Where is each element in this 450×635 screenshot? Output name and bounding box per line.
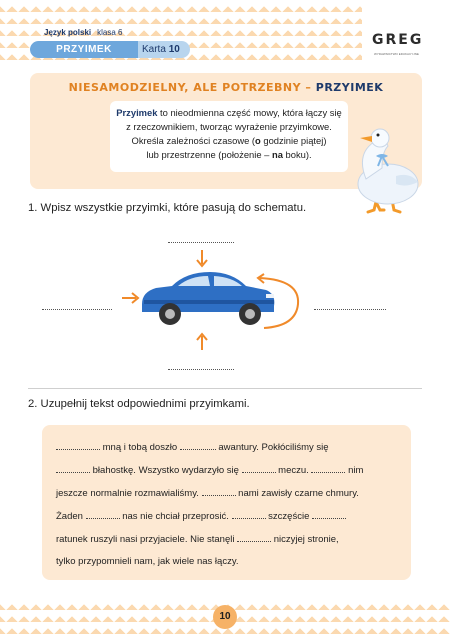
fill-in-text-box xyxy=(42,425,411,580)
text-l3b: nami zawisły czarne chmury. xyxy=(238,488,359,499)
text-l6: tylko przypomnieli nam, jak wiele nas łączy. xyxy=(56,556,239,567)
answer-line-left[interactable] xyxy=(42,309,112,310)
exercise-line-6 xyxy=(56,556,239,567)
exercise-line-1 xyxy=(56,441,329,453)
arrow-up-icon xyxy=(197,334,207,350)
section-divider xyxy=(28,388,422,389)
blank-3[interactable] xyxy=(56,464,90,473)
arrow-down-icon xyxy=(197,250,207,266)
grade-label: klasa 6 xyxy=(97,28,123,37)
title-main: NIESAMODZIELNY, ALE POTRZEBNY – xyxy=(68,81,312,94)
definition-card xyxy=(110,101,348,172)
topic-label: PRZYIMEK xyxy=(30,41,138,58)
car-illustration xyxy=(142,272,274,325)
car-schema xyxy=(110,248,310,358)
text-l4c: szczęście xyxy=(268,511,310,522)
text-l4b: nas nie chciał przeprosić. xyxy=(122,511,229,522)
blank-4[interactable] xyxy=(242,464,276,473)
text-l2c: nim xyxy=(348,465,364,476)
task-1-instruction: 1. Wpisz wszystkie przyimki, które pasują do schematu. xyxy=(28,202,307,214)
text-l3a: jeszcze normalnie rozmawialiśmy. xyxy=(56,488,199,499)
topic-pill xyxy=(30,41,190,58)
page-number: 10 xyxy=(213,605,237,629)
definition-line-1: to nieodmienna część mowy, która łączy się xyxy=(160,107,342,118)
exercise-line-5 xyxy=(56,533,339,545)
card-number: 10 xyxy=(168,44,180,55)
title-accent: PRZYIMEK xyxy=(315,81,384,94)
text-l4a: Żaden xyxy=(56,511,83,522)
text-l1b: awantury. Pokłóciliśmy się xyxy=(218,442,329,453)
definition-line-4c: boku). xyxy=(285,149,312,160)
exercise-line-2 xyxy=(56,464,363,476)
blank-6[interactable] xyxy=(202,487,236,496)
blank-1[interactable] xyxy=(56,441,100,450)
definition-title xyxy=(30,81,422,94)
answer-line-below[interactable] xyxy=(168,369,234,370)
definition-term: Przyimek xyxy=(116,107,158,118)
brand-name: GREG xyxy=(372,32,424,48)
card-tag xyxy=(142,41,180,58)
goose-illustration xyxy=(336,124,426,214)
text-l5a: ratunek ruszyli nasi przyjaciele. Nie stanęli xyxy=(56,534,235,545)
definition-line-3c: godzinie piątej) xyxy=(263,135,327,146)
subject-label xyxy=(44,28,123,37)
card-label: Karta xyxy=(142,44,166,55)
task-2-instruction: 2. Uzupełnij tekst odpowiednimi przyimkami. xyxy=(28,398,250,410)
publisher-logo xyxy=(362,0,450,62)
answer-line-above[interactable] xyxy=(168,242,234,243)
blank-9[interactable] xyxy=(312,510,346,519)
text-l5b: niczyjej stronie, xyxy=(273,534,339,545)
example-na: na xyxy=(271,149,283,160)
exercise-line-3 xyxy=(56,487,359,499)
answer-line-right[interactable] xyxy=(314,309,386,310)
blank-7[interactable] xyxy=(86,510,120,519)
example-o: o xyxy=(255,135,261,146)
text-l2b: meczu. xyxy=(278,465,309,476)
blank-5[interactable] xyxy=(311,464,345,473)
arrow-right-icon xyxy=(122,293,138,303)
blank-8[interactable] xyxy=(232,510,266,519)
definition-line-2: z rzeczownikiem, tworząc wyrażenie przyimkowe. xyxy=(126,121,332,132)
brand-subtitle: WYDAWNICTWO EDUKACYJNE xyxy=(374,52,419,56)
blank-10[interactable] xyxy=(237,533,271,542)
subject-name: Język polski xyxy=(44,28,92,37)
exercise-line-4 xyxy=(56,510,346,522)
definition-line-3a: Określa zależności czasowe ( xyxy=(131,135,256,146)
text-l2a: błahostkę. Wszystko wydarzyło się xyxy=(92,465,239,476)
definition-line-4a: lub przestrzenne (położenie – xyxy=(146,149,270,160)
text-l1a: mną i tobą doszło xyxy=(102,442,178,453)
worksheet-header xyxy=(0,0,360,62)
blank-2[interactable] xyxy=(180,441,216,450)
